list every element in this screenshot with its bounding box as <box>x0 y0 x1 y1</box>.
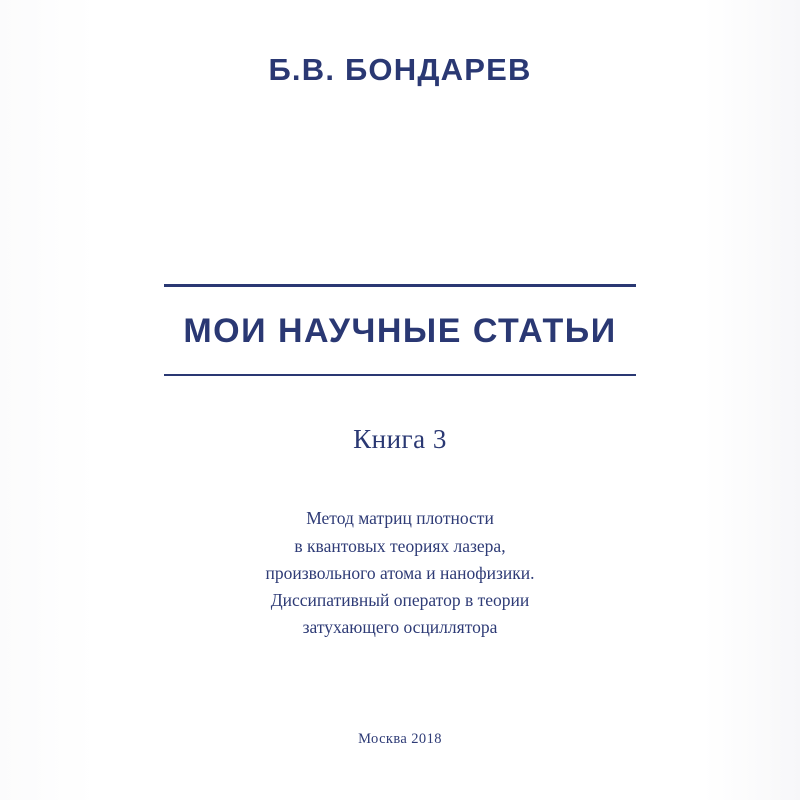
book-number: Книга 3 <box>353 424 447 455</box>
subtitle-line: в квантовых теориях лазера, <box>294 535 506 556</box>
subtitle <box>266 505 535 641</box>
subtitle-line: Метод матриц плотности <box>306 508 494 529</box>
author-name: Б.В. БОНДАРЕВ <box>268 52 532 87</box>
subtitle-line: произвольного атома и нанофизики. <box>265 562 535 583</box>
page-title: МОИ НАУЧНЫЕ СТАТЬИ <box>183 312 617 350</box>
title-block <box>164 284 636 376</box>
subtitle-line: Диссипативный оператор в теории <box>270 589 530 610</box>
imprint: Москва 2018 <box>358 731 442 747</box>
subtitle-line: затухающего осциллятора <box>302 616 498 637</box>
title-rule-bottom <box>164 374 636 376</box>
